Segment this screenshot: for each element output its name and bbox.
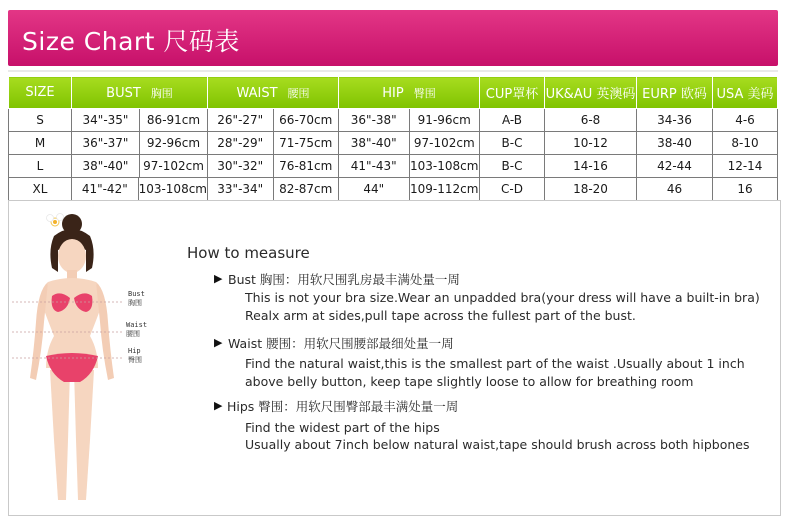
- header-size: SIZE: [9, 77, 72, 109]
- cell-waist: [208, 155, 339, 178]
- cell-bust-inches: 36"-37": [82, 136, 129, 150]
- header-bust: BUST 胸围: [72, 77, 208, 109]
- cell-hip-inches: 41"-43": [350, 159, 397, 173]
- figure-waist-label: Waist: [126, 321, 148, 329]
- cell-waist: [208, 178, 339, 201]
- cell-eurp: 34-36: [637, 109, 713, 132]
- cell-size: M: [9, 132, 72, 155]
- cell-cup: A-B: [480, 109, 545, 132]
- cell-hip-inches: 44": [363, 182, 385, 196]
- cell-uk-au: 14-16: [545, 155, 637, 178]
- hips-text-1: Find the widest part of the hips: [245, 420, 440, 435]
- cell-uk-au: 18-20: [545, 178, 637, 201]
- bullet-icon: ▶: [214, 272, 223, 285]
- cell-bust-cm: 92-96cm: [139, 132, 207, 154]
- cell-eurp: 46: [637, 178, 713, 201]
- banner-title: Size Chart 尺码表: [22, 27, 240, 56]
- table-row: [9, 109, 778, 132]
- cell-bust-cm: 103-108cm: [138, 178, 207, 200]
- cell-cup: B-C: [480, 155, 545, 178]
- size-table: [8, 76, 778, 201]
- cell-uk-au: 10-12: [545, 132, 637, 155]
- cell-hip-cm: 97-102cm: [409, 132, 480, 154]
- cell-hip-inches: 38"-40": [350, 136, 397, 150]
- waist-text-2: above belly button, keep tape slightly loose to allow for breathing room: [245, 374, 694, 389]
- cell-size: L: [9, 155, 72, 178]
- waist-text-1: Find the natural waist,this is the smallest part of the waist .Usually about 1 inch: [245, 356, 745, 371]
- cell-usa: 8-10: [713, 132, 778, 155]
- bust-text-2: Realx arm at sides,pull tape across the fullest part of the bust.: [245, 308, 636, 323]
- cell-size: XL: [9, 178, 72, 201]
- flower-icon: [47, 214, 64, 227]
- cell-bust: [72, 109, 208, 132]
- hips-text-2: Usually about 7inch below natural waist,tape should brush across both hipbones: [245, 437, 750, 452]
- figure-bust-zh: 胸围: [128, 299, 142, 307]
- figure-hip-zh: 臀围: [128, 356, 142, 364]
- bullet-icon: ▶: [214, 399, 223, 412]
- table-header-row: [9, 77, 778, 109]
- cell-hip: [339, 132, 480, 155]
- cell-waist-cm: 66-70cm: [273, 109, 339, 131]
- cell-cup: B-C: [480, 132, 545, 155]
- cell-usa: 4-6: [713, 109, 778, 132]
- cell-bust-inches: 41"-42": [81, 182, 128, 196]
- model-figure: [10, 210, 160, 510]
- cell-bust: [72, 132, 208, 155]
- cell-waist: [208, 109, 339, 132]
- figure-bust-label: Bust: [128, 290, 145, 298]
- figure-hip-label: Hip: [128, 347, 141, 355]
- cell-bust: [72, 178, 208, 201]
- figure-waist-zh: 腰围: [126, 330, 140, 338]
- hips-heading: Hips 臀围：用软尺围臀部最丰满处量一周: [227, 399, 459, 414]
- cell-eurp: 38-40: [637, 132, 713, 155]
- cell-waist: [208, 132, 339, 155]
- header-cup: CUP罩杯: [480, 77, 545, 109]
- cell-waist-inches: 26"-27": [217, 113, 264, 127]
- cell-waist-inches: 28"-29": [217, 136, 264, 150]
- header-usa: USA 美码: [713, 77, 778, 109]
- bust-text-1: This is not your bra size.Wear an unpadded bra(your dress will have a built-in bra): [245, 290, 760, 305]
- header-uk-au: UK&AU 英澳码: [545, 77, 637, 109]
- cell-size: S: [9, 109, 72, 132]
- cell-bust-inches: 38"-40": [82, 159, 129, 173]
- cell-eurp: 42-44: [637, 155, 713, 178]
- cell-waist-cm: 71-75cm: [273, 132, 339, 154]
- waist-heading: Waist 腰围：用软尺围腰部最细处量一周: [228, 336, 454, 351]
- cell-waist-inches: 33"-34": [217, 182, 264, 196]
- cell-bust-cm: 97-102cm: [139, 155, 207, 177]
- cell-hip-cm: 91-96cm: [409, 109, 480, 131]
- cell-hip: [339, 155, 480, 178]
- cell-bust: [72, 155, 208, 178]
- table-row: [9, 178, 778, 201]
- cell-waist-cm: 76-81cm: [273, 155, 339, 177]
- cell-hip-cm: 109-112cm: [409, 178, 480, 200]
- header-hip: HIP 臀围: [339, 77, 480, 109]
- header-waist: WAIST 腰围: [208, 77, 339, 109]
- cell-usa: 12-14: [713, 155, 778, 178]
- bust-heading: Bust 胸围：用软尺围乳房最丰满处量一周: [228, 272, 460, 287]
- cell-hip-inches: 36"-38": [350, 113, 397, 127]
- cell-uk-au: 6-8: [545, 109, 637, 132]
- bullet-icon: ▶: [214, 336, 223, 349]
- table-row: [9, 132, 778, 155]
- cell-waist-inches: 30"-32": [217, 159, 264, 173]
- cell-usa: 16: [713, 178, 778, 201]
- cell-bust-inches: 34"-35": [82, 113, 129, 127]
- table-row: [9, 155, 778, 178]
- cell-waist-cm: 82-87cm: [273, 178, 339, 200]
- cell-bust-cm: 86-91cm: [139, 109, 207, 131]
- cell-hip-cm: 103-108cm: [409, 155, 480, 177]
- header-eurp: EURP 欧码: [637, 77, 713, 109]
- cell-hip: [339, 109, 480, 132]
- measure-title: How to measure: [187, 244, 310, 262]
- divider: [8, 70, 778, 72]
- cell-cup: C-D: [480, 178, 545, 201]
- face: [58, 239, 86, 273]
- cell-hip: [339, 178, 480, 201]
- title-banner: [8, 10, 778, 66]
